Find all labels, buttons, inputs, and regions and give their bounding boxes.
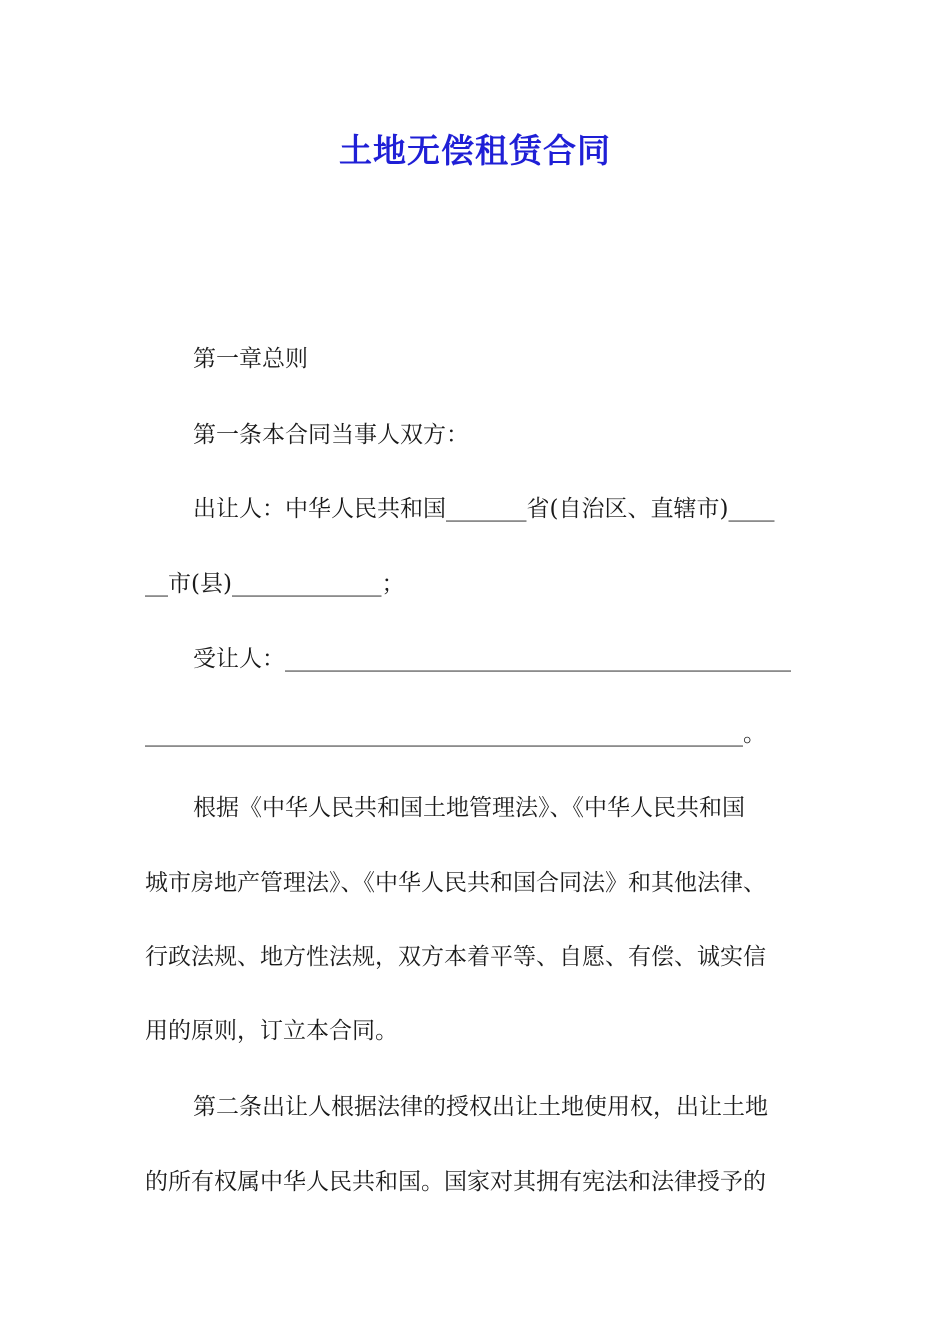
article-2-line-2: 的所有权属中华人民共和国。国家对其拥有宪法和法律授予的 (145, 1169, 766, 1195)
paragraph-basis-line-4: 用的原则，订立本合同。 (145, 1018, 398, 1044)
grantee-line: 受让人：____________________________________________ (193, 646, 791, 672)
grantor-line: 出让人：中华人民共和国_______省(自治区、直辖市)____ (193, 496, 775, 522)
chapter-heading: 第一章总则 (193, 346, 308, 372)
paragraph-basis-line-1: 根据《中华人民共和国土地管理法》、《中华人民共和国 (193, 795, 745, 821)
grantee-line-continued: ____________________________________________________。 (145, 721, 766, 747)
document-title: 土地无偿租赁合同 (339, 131, 611, 170)
article-1-heading: 第一条本合同当事人双方： (193, 422, 469, 448)
grantor-line-continued: __市(县)_____________； (145, 571, 405, 597)
article-2-line-1: 第二条出让人根据法律的授权出让土地使用权，出让土地 (193, 1094, 768, 1120)
paragraph-basis-line-2: 城市房地产管理法》、《中华人民共和国合同法》和其他法律、 (145, 870, 766, 896)
paragraph-basis-line-3: 行政法规、地方性法规，双方本着平等、自愿、有偿、诚实信 (145, 944, 766, 970)
